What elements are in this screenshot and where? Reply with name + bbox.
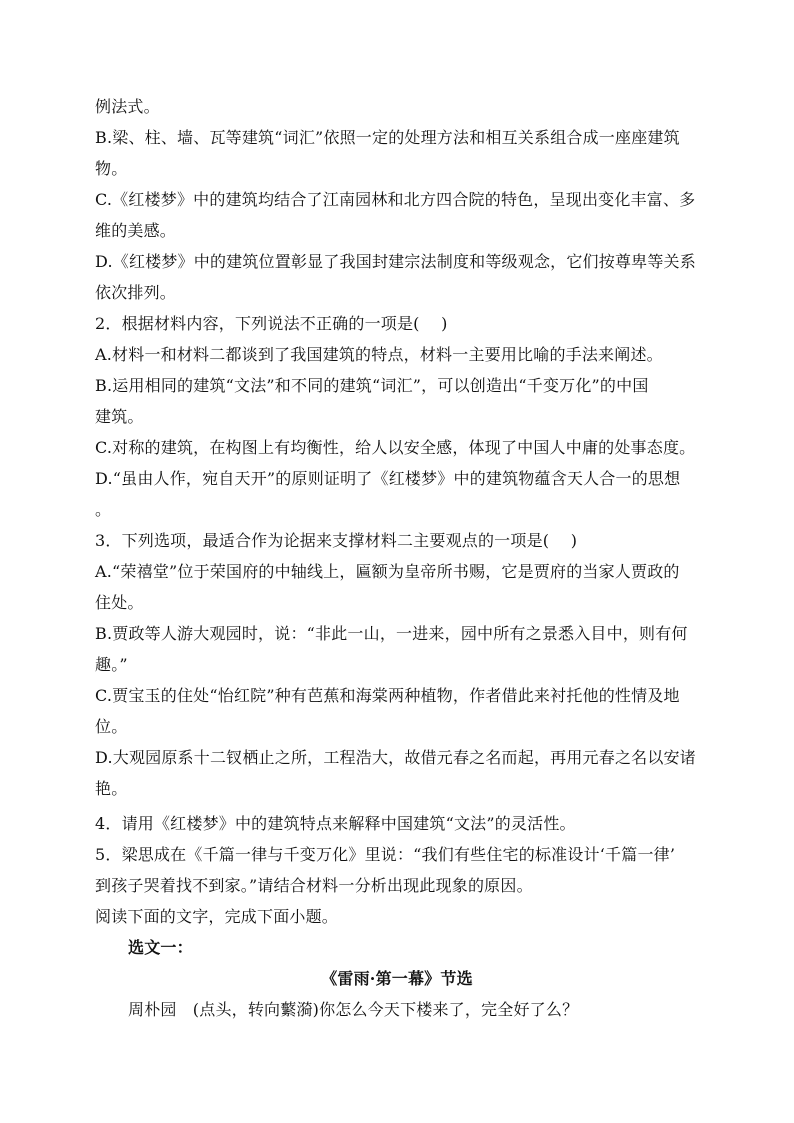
option-b-line: B.运用相同的建筑“文法”和不同的建筑“词汇”，可以创造出“千变万化”的中国 [95,376,649,395]
text-line: 依次排列。 [95,283,177,302]
text-line: 建筑。 [95,407,144,426]
reading-instruction: 阅读下面的文字，完成下面小题。 [95,907,339,926]
section-label: 选文一： [128,938,193,957]
question-2: 2．根据材料内容，下列说法不正确的一项是( ) [95,314,448,333]
text-line: 艳。 [95,779,128,798]
option-c-line: C.贾宝玉的住处“怡红院”种有芭蕉和海棠两种植物，作者借此来衬托他的性情及地 [95,686,680,705]
question-4: 4．请用《红楼梦》中的建筑特点来解释中国建筑“文法”的灵活性。 [95,814,576,833]
text-line: 维的美感。 [95,221,177,240]
passage-title: 《雷雨·第一幕》节选 [321,969,473,988]
option-d-line: D.大观园原系十二钗栖止之所，工程浩大，故借元春之名而起，再用元春之名以安诸 [95,748,696,767]
question-3: 3．下列选项，最适合作为论据来支撑材料二主要观点的一项是( ) [95,531,578,550]
question-5: 5．梁思成在《千篇一律与千变万化》里说：“我们有些住宅的标准设计‘千篇一律’ [95,845,676,864]
dialogue-line: 周朴园 (点头，转向蘩漪)你怎么今天下楼来了，完全好了么？ [128,1000,579,1019]
option-a-line: A.“荣禧堂”位于荣国府的中轴线上，匾额为皇帝所书赐，它是贾府的当家人贾政的 [95,562,680,581]
option-b-line: B.梁、柱、墙、瓦等建筑“词汇”依照一定的处理方法和相互关系组合成一座座建筑 [95,128,680,147]
text-line: 位。 [95,717,128,736]
option-a-line: A.材料一和材料二都谈到了我国建筑的特点，材料一主要用比喻的手法来阐述。 [95,345,663,364]
text-line: 趣。” [95,655,128,674]
option-c-line: C.《红楼梦》中的建筑均结合了江南园林和北方四合院的特色，呈现出变化丰富、多 [95,190,696,209]
text-line: 例法式。 [95,97,160,116]
option-b-line: B.贾政等人游大观园时，说：“非此一山，一进来，园中所有之景悉入目中，则有何 [95,624,688,643]
text-line: 到孩子哭着找不到家。”请结合材料一分析出现此现象的原因。 [95,876,533,895]
text-line: 物。 [95,159,128,178]
text-line: 住处。 [95,593,144,612]
option-d-line: D.“虽由人作，宛自天开”的原则证明了《红楼梦》中的建筑物蕴含天人合一的思想 [95,469,681,488]
option-c-line: C.对称的建筑，在构图上有均衡性，给人以安全感，体现了中国人中庸的处事态度。 [95,438,696,457]
option-d-line: D.《红楼梦》中的建筑位置彰显了我国封建宗法制度和等级观念，它们按尊卑等关系 [95,252,696,271]
text-line: 。 [95,500,112,519]
